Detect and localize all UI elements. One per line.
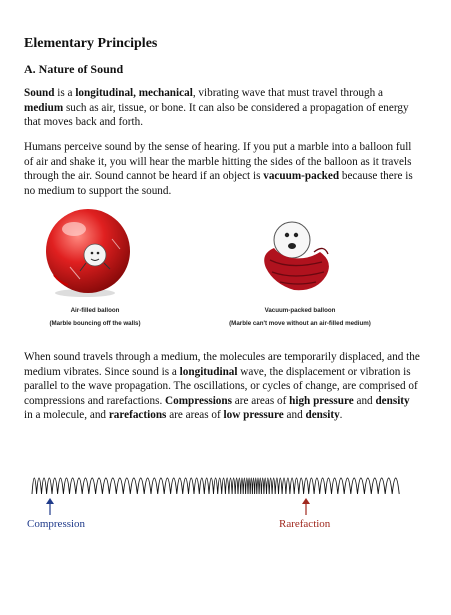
vacuum-packed-balloon-illustration [250,210,350,300]
air-filled-balloon-illustration [40,205,150,300]
left-figure-caption-subtitle: (Marble bouncing off the walls) [49,320,141,327]
compression-label: Compression [27,518,86,530]
paragraph-compression-rarefaction [24,350,420,423]
text: are areas of [166,409,224,421]
rarefaction-label: Rarefaction [279,518,331,530]
section-heading: A. Nature of Sound [24,62,124,76]
compression-arrow-icon [44,498,56,516]
paragraph-sound-definition [24,86,420,130]
term-high-pressure: high pressure [289,394,354,407]
term-density-2: density [305,409,340,421]
text: is a [54,87,76,99]
text: because there is no medium to support the sound. [24,170,413,197]
term-density: density [375,394,410,407]
term-vacuum-packed: vacuum-packed [263,170,340,182]
longitudinal-wave-illustration [30,462,400,498]
left-figure-caption-title: Air-filled balloon [70,307,120,314]
text: such as air, tissue, or bone. It can also be considered a propagation of energy that moves back and forth. [24,101,409,128]
term-compressions: Compressions [165,394,232,407]
text: in a molecule, and [24,409,109,421]
term-low-pressure: low pressure [223,409,284,421]
page-title: Elementary Principles [24,36,158,51]
right-figure-caption-title: Vacuum-packed balloon [264,307,336,314]
text: When sound travels through a medium, the molecules are temporarily displaced, and the medium vibrates. Since sound is a [24,351,420,378]
text: and [353,394,376,407]
text: . [339,409,343,421]
text: and [283,409,306,421]
right-figure-caption-subtitle: (Marble can't move without an air-filled medium) [229,320,371,327]
wave-coil [32,478,399,494]
text: Humans perceive sound by the sense of hearing. If you put a marble into a balloon full of air and shake it, you will hear the marble hitting the sides of the balloon as it travels through the air. Sound cannot be heard if an object is [24,141,412,182]
text: wave, the displacement or vibration is parallel to the wave propagation. The oscillations, or cycles of change, are comprised of compressions and rarefactions. [24,365,418,407]
term-medium: medium [24,101,64,114]
paragraph-balloon-example [24,140,420,198]
text: , vibrating wave that must travel through a [192,87,383,99]
text: are areas of [231,394,290,407]
rarefaction-arrow-icon [300,498,312,516]
term-rarefactions: rarefactions [108,409,167,421]
term-longitudinal: longitudinal [179,365,238,378]
term-sound: Sound [24,87,55,99]
term-longitudinal-mechanical: longitudinal, mechanical [75,87,193,99]
